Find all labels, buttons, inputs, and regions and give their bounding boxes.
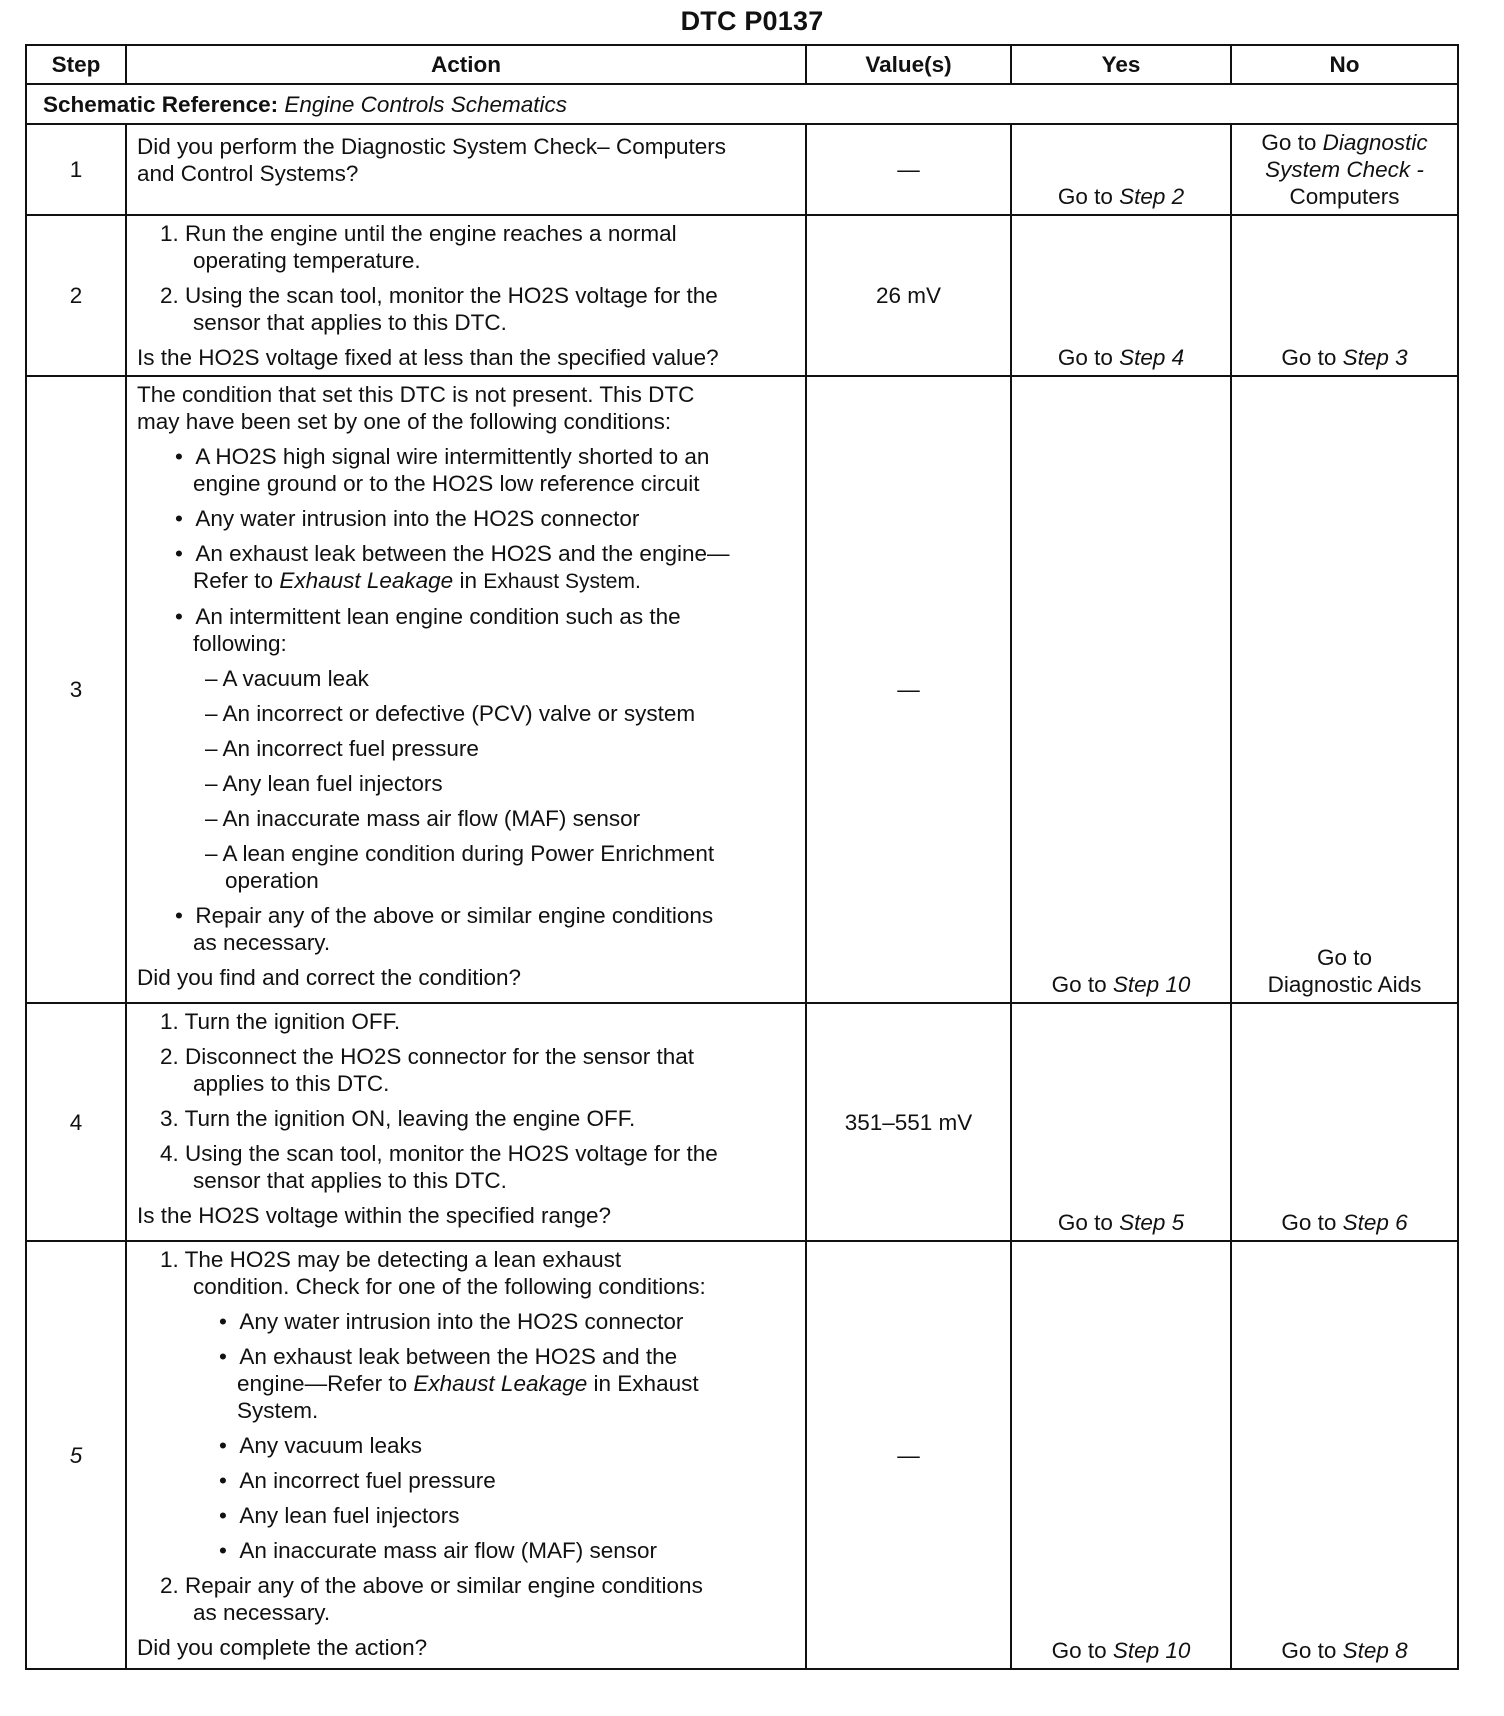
action-text: Did you perform the Diagnostic System Check– Computers (137, 134, 726, 159)
table-row (26, 376, 1458, 1003)
goto-text: Go to (1261, 130, 1317, 155)
dash-item: – An inaccurate mass air flow (MAF) sensor (205, 806, 641, 831)
action-text: engine ground or to the HO2S low reference circuit (193, 471, 700, 496)
yes-cell (1011, 376, 1231, 1003)
step-link: Step 8 (1342, 1638, 1408, 1663)
action-text: Refer to (193, 568, 274, 593)
action-text: Any lean fuel injectors (239, 1503, 460, 1528)
bullet-item: • An exhaust leak between the HO2S and the engine— Refer to Exhaust Leakage in Exhaust System. (175, 541, 730, 593)
action-text: An exhaust leak between the HO2S and the engine— (195, 541, 730, 566)
step-link: Step 10 (1112, 1638, 1191, 1663)
action-text: System. (237, 1398, 319, 1423)
step-number: 2 (26, 215, 126, 376)
schematic-label: Schematic Reference: (43, 91, 279, 117)
action-text: as necessary. (193, 1600, 331, 1625)
action-cell (126, 1003, 806, 1241)
action-text: Any water intrusion into the HO2S connector (195, 506, 640, 531)
action-text: Any water intrusion into the HO2S connector (239, 1309, 684, 1334)
action-item: 1. Turn the ignition OFF. (160, 1009, 401, 1034)
goto-text: Go to (1051, 972, 1107, 997)
value-cell: 351–551 mV (806, 1003, 1011, 1241)
bullet-item: • Any water intrusion into the HO2S connector (175, 506, 640, 531)
bullet-item: • An inaccurate mass air flow (MAF) sensor (219, 1538, 658, 1563)
action-text: An incorrect fuel pressure (239, 1468, 496, 1493)
action-cell (126, 124, 806, 215)
goto-text: Go to (1051, 1638, 1107, 1663)
action-text: Exhaust System. (483, 570, 641, 593)
action-text: 4. Using the scan tool, monitor the HO2S voltage for the (160, 1141, 718, 1166)
action-text: sensor that applies to this DTC. (193, 1168, 507, 1193)
action-text: An inaccurate mass air flow (MAF) sensor (239, 1538, 658, 1563)
diagnostic-link: Diagnostic (1322, 130, 1428, 155)
action-text: 2. Using the scan tool, monitor the HO2S voltage for the (160, 283, 718, 308)
action-item (137, 282, 795, 336)
header-yes: Yes (1011, 45, 1231, 84)
step-number: 5 (26, 1241, 126, 1669)
action-text: applies to this DTC. (193, 1071, 390, 1096)
action-text: 1. Run the engine until the engine reaches a normal (160, 221, 677, 246)
bullet-item: • Repair any of the above or similar engine conditions as necessary. (175, 903, 714, 955)
yes-cell (1011, 1003, 1231, 1241)
action-text: engine—Refer to (237, 1371, 408, 1396)
action-question: Is the HO2S voltage fixed at less than the specified value? (137, 345, 719, 370)
step-number: 1 (26, 124, 126, 215)
action-question: Did you complete the action? (137, 1635, 428, 1660)
yes-cell (1011, 215, 1231, 376)
table-row (26, 1003, 1458, 1241)
header-step: Step (26, 45, 126, 84)
step-number: 4 (26, 1003, 126, 1241)
action-text: operation (225, 868, 319, 893)
diagnostic-link: System Check - (1265, 157, 1424, 182)
goto-text: Go to (1057, 345, 1113, 370)
bullet-item: • A HO2S high signal wire intermittently shorted to an engine ground or to the HO2S low reference circuit (175, 444, 710, 496)
action-cell (126, 215, 806, 376)
goto-text: Go to (1057, 184, 1113, 209)
bullet-item: • An exhaust leak between the HO2S and the engine—Refer to Exhaust Leakage in Exhaust System. (219, 1344, 699, 1423)
action-text: in Exhaust (593, 1371, 699, 1396)
dash-item (137, 840, 795, 894)
no-cell (1231, 1241, 1458, 1669)
action-text: An intermittent lean engine condition such as the (195, 604, 681, 629)
action-text: in (459, 568, 477, 593)
action-text: may have been set by one of the following conditions: (137, 409, 672, 434)
action-text: – A lean engine condition during Power Enrichment (205, 841, 715, 866)
schematic-reference (26, 84, 1458, 124)
action-item (137, 1572, 795, 1626)
dash-item: – An incorrect or defective (PCV) valve or system (205, 701, 696, 726)
action-text: A HO2S high signal wire intermittently shorted to an (195, 444, 710, 469)
yes-cell (1011, 124, 1231, 215)
bullet-item: • An incorrect fuel pressure (219, 1468, 496, 1493)
goto-text: Go to (1057, 1210, 1113, 1235)
table-row (26, 1241, 1458, 1669)
action-text: Any vacuum leaks (239, 1433, 422, 1458)
action-item (137, 1140, 795, 1194)
action-text: following: (193, 631, 287, 656)
diagnostic-table (25, 44, 1459, 1670)
schematic-link: Engine Controls Schematics (284, 91, 568, 117)
step-link: Step 4 (1119, 345, 1185, 370)
goto-text: Computers (1289, 184, 1400, 209)
step-link: Step 2 (1119, 184, 1185, 209)
step-link: Step 5 (1119, 1210, 1185, 1235)
diagnostic-aids-link: Diagnostic Aids (1267, 972, 1422, 997)
action-text: 2. Repair any of the above or similar engine conditions (160, 1573, 703, 1598)
step-number: 3 (26, 376, 126, 1003)
step-link: Step 3 (1342, 345, 1408, 370)
bullet-item: • Any water intrusion into the HO2S connector (219, 1309, 684, 1334)
action-item (137, 220, 795, 274)
page-title: DTC P0137 (680, 6, 824, 36)
action-text: The condition that set this DTC is not present. This DTC (137, 382, 695, 407)
action-text: sensor that applies to this DTC. (193, 310, 507, 335)
value-cell: — (806, 376, 1011, 1003)
step-link: Step 6 (1342, 1210, 1408, 1235)
goto-text: Go to (1281, 1210, 1337, 1235)
no-cell (1231, 124, 1458, 215)
action-question: Did you find and correct the condition? (137, 965, 521, 990)
table-row (26, 215, 1458, 376)
action-cell (126, 376, 806, 1003)
header-values: Value(s) (806, 45, 1011, 84)
bullet-item: • Any lean fuel injectors (219, 1503, 460, 1528)
dash-item: – Any lean fuel injectors (205, 771, 443, 796)
dash-item: – An incorrect fuel pressure (205, 736, 479, 761)
action-text: and Control Systems? (137, 161, 359, 186)
exhaust-leakage-link: Exhaust Leakage (279, 568, 454, 593)
yes-cell (1011, 1241, 1231, 1669)
action-text: as necessary. (193, 930, 331, 955)
action-text: 2. Disconnect the HO2S connector for the sensor that (160, 1044, 695, 1069)
value-cell: — (806, 1241, 1011, 1669)
table-row (26, 124, 1458, 215)
header-no: No (1231, 45, 1458, 84)
action-cell (126, 1241, 806, 1669)
step-link: Step 10 (1112, 972, 1191, 997)
schematic-reference-row (26, 84, 1458, 124)
action-item: 3. Turn the ignition ON, leaving the engine OFF. (160, 1106, 636, 1131)
no-cell (1231, 1003, 1458, 1241)
no-cell (1231, 376, 1458, 1003)
bullet-item: • Any vacuum leaks (219, 1433, 422, 1458)
no-cell (1231, 215, 1458, 376)
action-text: operating temperature. (193, 248, 421, 273)
header-row (26, 45, 1458, 84)
bullet-item: • An intermittent lean engine condition such as the following: (175, 604, 681, 656)
goto-text: Go to (1316, 945, 1373, 970)
action-item (137, 1246, 795, 1300)
goto-text: Go to (1281, 1638, 1337, 1663)
dash-item: – A vacuum leak (205, 666, 369, 691)
action-question: Is the HO2S voltage within the specified range? (137, 1203, 612, 1228)
header-action: Action (126, 45, 806, 84)
goto-text: Go to (1281, 345, 1337, 370)
value-cell: — (806, 124, 1011, 215)
action-text: condition. Check for one of the following conditions: (193, 1274, 706, 1299)
action-item (137, 1043, 795, 1097)
exhaust-leakage-link: Exhaust Leakage (413, 1371, 588, 1396)
action-text: An exhaust leak between the HO2S and the (239, 1344, 678, 1369)
action-text: 1. The HO2S may be detecting a lean exhaust (160, 1247, 622, 1272)
value-cell: 26 mV (806, 215, 1011, 376)
action-text: Repair any of the above or similar engine conditions (195, 903, 714, 928)
